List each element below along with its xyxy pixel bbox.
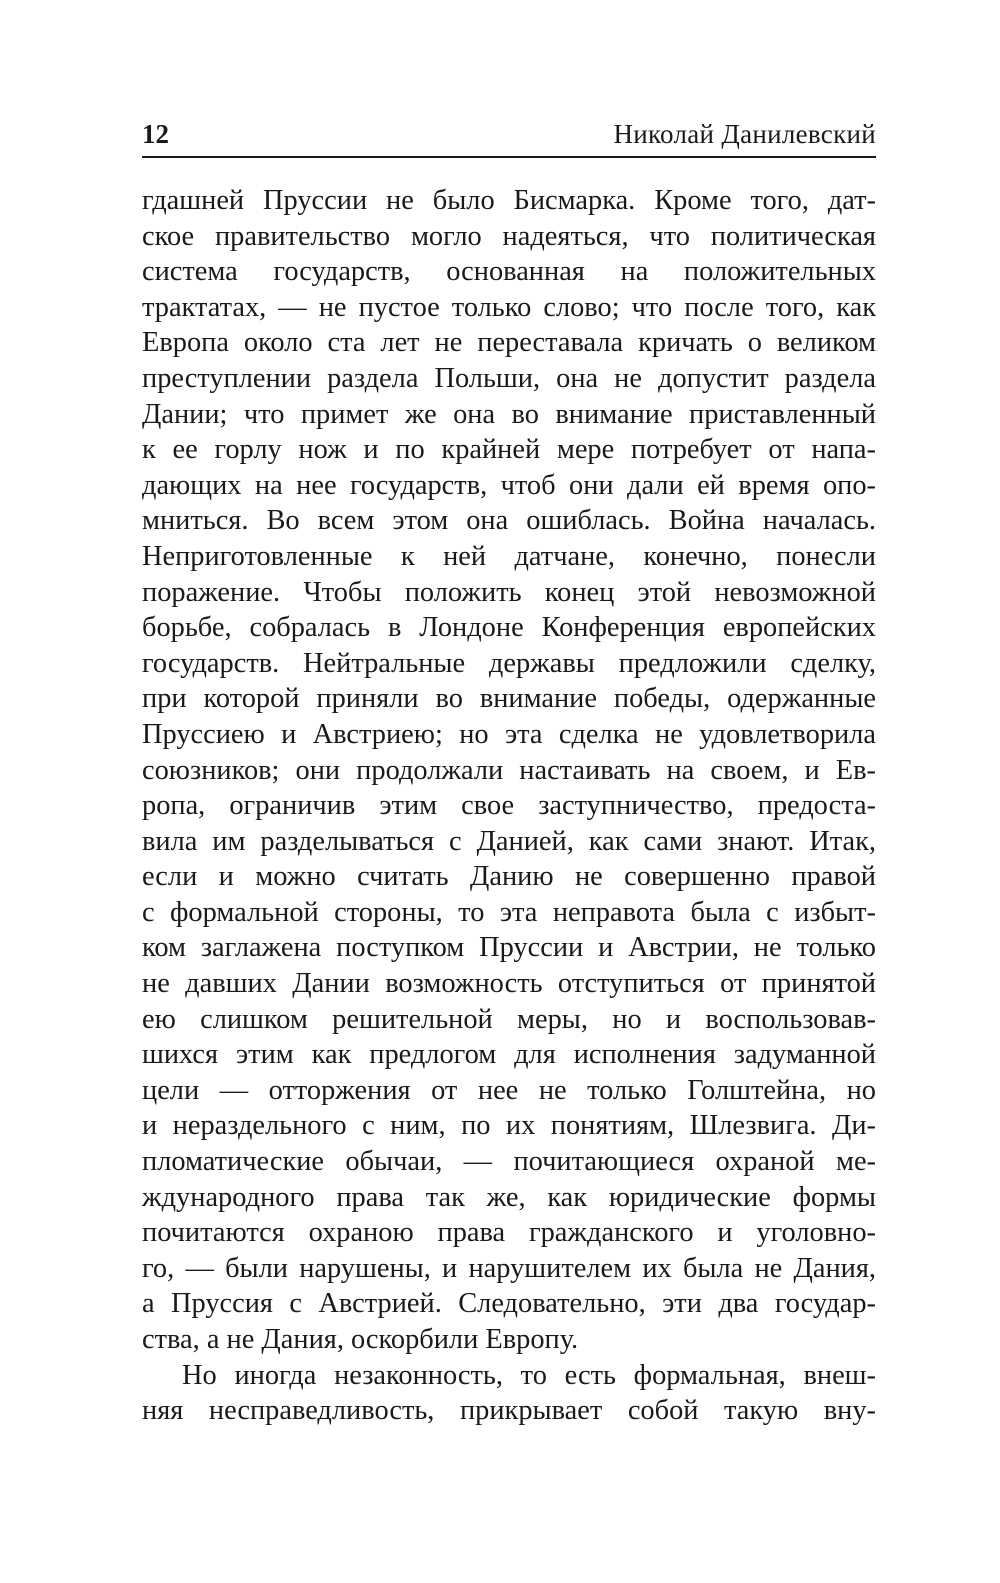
text-line: к ее горлу нож и по крайней мере потребует от напа- xyxy=(142,434,876,466)
paragraph-start-line: Но иногда незаконность, то есть формальная, внеш- xyxy=(182,1359,876,1391)
text-line: Европа около ста лет не переставала кричать о великом xyxy=(142,327,876,359)
text-line: государств. Нейтральные державы предложили сделку, xyxy=(142,647,876,679)
text-line: пломатические обычаи, — почитающиеся охраной ме- xyxy=(142,1146,876,1178)
text-line: союзников; они продолжали настаивать на своем, и Ев- xyxy=(142,754,876,786)
running-head xyxy=(142,112,876,158)
text-line: Неприготовленные к ней датчане, конечно, понесли xyxy=(142,540,876,572)
text-line: почитаются охраною права гражданского и уголовно- xyxy=(142,1217,876,1249)
text-line: борьбе, собралась в Лондоне Конференция европейских xyxy=(142,612,876,644)
text-line: а Пруссия с Австрией. Следовательно, эти два государ- xyxy=(142,1288,876,1320)
paragraph-end-line: ства, а не Дания, оскорбили Европу. xyxy=(142,1324,579,1355)
text-line: мниться. Во всем этом она ошиблась. Война началась. xyxy=(142,505,876,537)
text-line: ское правительство могло надеяться, что политическая xyxy=(142,220,876,252)
page-number: 12 xyxy=(142,119,169,149)
text-line: с формальной стороны, то эта неправота была с избыт- xyxy=(142,896,876,928)
text-line: вила им разделываться с Данией, как сами знают. Итак, xyxy=(142,825,876,857)
text-line: если и можно считать Данию не совершенно правой xyxy=(142,861,876,893)
text-line: ею слишком решительной меры, но и воспользовав- xyxy=(142,1003,876,1035)
text-line: ком заглажена поступком Пруссии и Австрии, не только xyxy=(142,932,876,964)
text-line: не давших Дании возможность отступиться от принятой xyxy=(142,968,876,1000)
text-line: няя несправедливость, прикрывает собой такую вну- xyxy=(142,1395,876,1427)
text-line: гдашней Пруссии не было Бисмарка. Кроме того, дат- xyxy=(142,185,876,216)
running-title-author: Николай Данилевский xyxy=(613,119,876,149)
text-line: трактатах, — не пустое только слово; что после того, как xyxy=(142,291,876,323)
text-line: дающих на нее государств, чтоб они дали ей время опо- xyxy=(142,469,876,501)
text-line: шихся этим как предлогом для исполнения задуманной xyxy=(142,1039,876,1071)
text-line: и нераздельного с ним, по их понятиям, Шлезвига. Ди- xyxy=(142,1110,876,1142)
text-line: система государств, основанная на положительных xyxy=(142,256,876,288)
text-line: Пруссиею и Австриею; но эта сделка не удовлетворила xyxy=(142,718,876,750)
text-line: Дании; что примет же она во внимание приставленный xyxy=(142,398,876,430)
text-line: ждународного права так же, как юридические формы xyxy=(142,1181,876,1213)
text-line: преступлении раздела Польши, она не допустит раздела xyxy=(142,362,876,394)
text-line: го, — были нарушены, и нарушителем их была не Дания, xyxy=(142,1252,876,1284)
text-line: при которой приняли во внимание победы, одержанные xyxy=(142,683,876,715)
text-line: цели — отторжения от нее не только Голштейна, но xyxy=(142,1074,876,1106)
text-line: ропа, ограничив этим свое заступничество, предоста- xyxy=(142,790,876,822)
text-line: поражение. Чтобы положить конец этой невозможной xyxy=(142,576,876,608)
body-text xyxy=(142,183,876,1429)
